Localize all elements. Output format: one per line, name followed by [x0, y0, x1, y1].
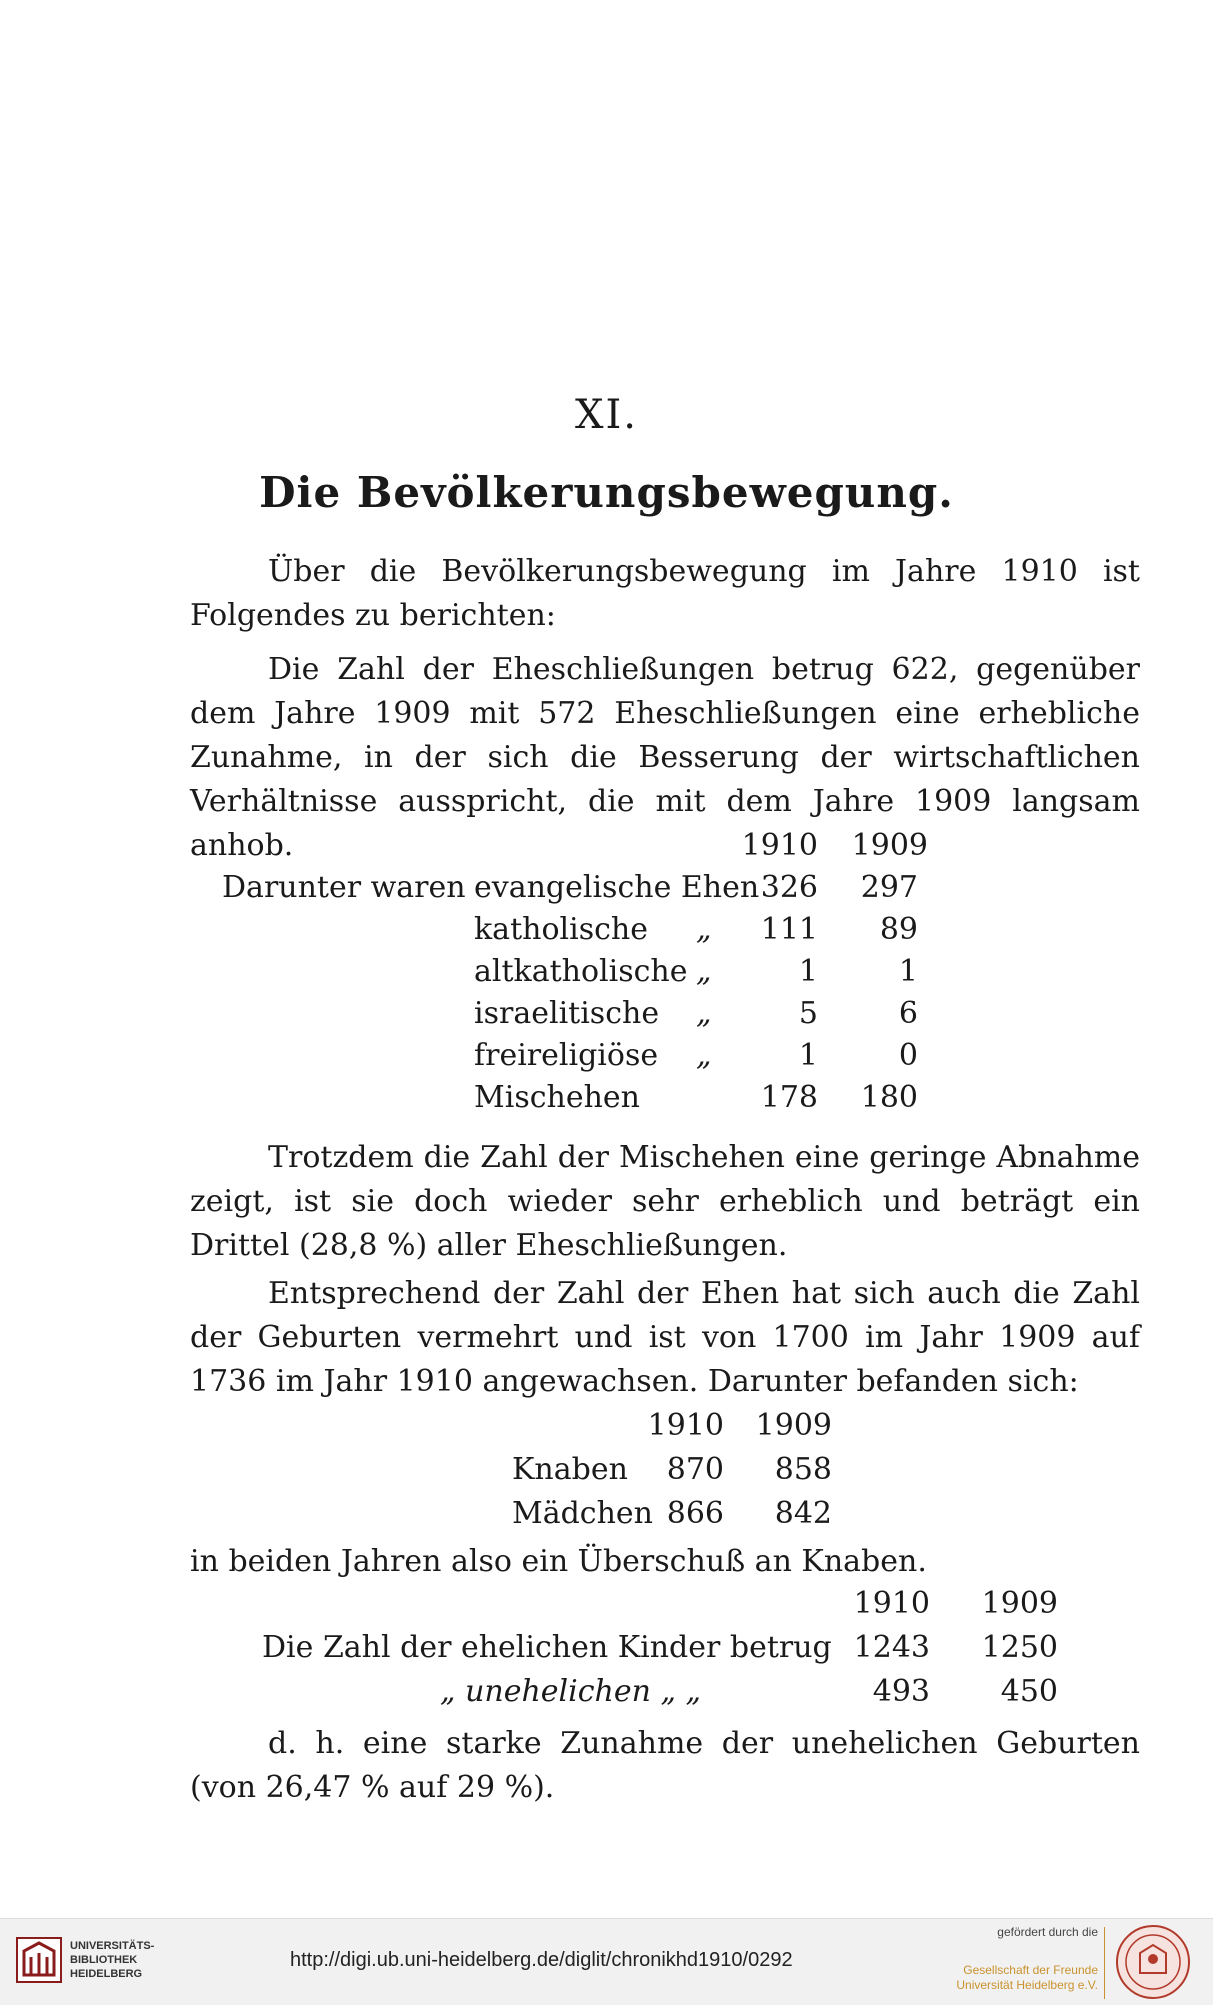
row-label: freireligiöse: [474, 1038, 659, 1073]
value-1909: 180: [860, 1080, 918, 1115]
sponsor-name: [938, 1963, 1098, 1993]
row-label: Mädchen: [512, 1496, 654, 1531]
births-table: [0, 1408, 1213, 1538]
value-1910: 326: [760, 870, 818, 905]
row-label: Knaben: [512, 1452, 628, 1487]
table-row: [0, 1674, 1213, 1716]
value-1910: 178: [760, 1080, 818, 1115]
library-line-3: HEIDELBERG: [70, 1968, 143, 1980]
table-row: [0, 1080, 1213, 1122]
value-1910: 870: [666, 1452, 724, 1487]
year-header-1910: 1910: [741, 828, 818, 863]
permalink-url[interactable]: http://digi.ub.uni-heidelberg.de/diglit/chronikhd1910/0292: [290, 1949, 793, 1971]
ditto-mark: „: [696, 912, 712, 947]
sponsor-block: [938, 1925, 1098, 1993]
value-1909: 0: [898, 1038, 918, 1073]
university-seal-icon: [1114, 1923, 1192, 2001]
paragraph-illegitimate: d. h. eine starke Zunahme der unehelichen Geburten (von 26,47 % auf 29 %).: [190, 1726, 1140, 1805]
value-1910: 1: [798, 1038, 818, 1073]
library-line-1: UNIVERSITÄTS-: [70, 1940, 155, 1952]
year-header-1909: 1909: [755, 1408, 832, 1443]
value-1909: 450: [1000, 1674, 1058, 1709]
table-row: [0, 1452, 1213, 1494]
table-row: [0, 1630, 1213, 1672]
year-header-1910: 1910: [647, 1408, 724, 1443]
table-header-row: [0, 828, 1213, 870]
table-header-row: [0, 1586, 1213, 1628]
year-header-1910: 1910: [853, 1586, 930, 1621]
ditto-mark: „: [696, 996, 712, 1031]
footer-bar: [0, 1918, 1213, 2005]
row-label: evangelische Ehen: [474, 870, 760, 905]
table-row: [0, 1496, 1213, 1538]
value-1909: 89: [879, 912, 918, 947]
sponsor-name-line-1: Gesellschaft der Freunde: [963, 1963, 1098, 1977]
table-header-row: [0, 1408, 1213, 1450]
table-row: [0, 996, 1213, 1038]
sponsor-by-label: gefördert durch die: [997, 1925, 1098, 1939]
value-1909: 1250: [981, 1630, 1058, 1665]
value-1910: 5: [798, 996, 818, 1031]
table-row: [0, 954, 1213, 996]
sponsor-divider: [1104, 1927, 1105, 1999]
value-1910: 866: [666, 1496, 724, 1531]
year-header-1909: 1909: [981, 1586, 1058, 1621]
library-line-2: BIBLIOTHEK: [70, 1954, 138, 1966]
row-label: altkatholische: [474, 954, 688, 989]
row-label: katholische: [474, 912, 648, 947]
paragraph-surplus: in beiden Jahren also ein Überschuß an Knaben.: [190, 1544, 927, 1579]
value-1909: 842: [774, 1496, 832, 1531]
table-row: [0, 912, 1213, 954]
value-1909: 1: [898, 954, 918, 989]
value-1909: 297: [860, 870, 918, 905]
paragraph-mixed-marriages: Trotzdem die Zahl der Mischehen eine geringe Abnahme zeigt, ist sie doch wieder sehr erheblich und beträgt ein Drittel (28,8 %) aller Eheschließungen.: [190, 1140, 1140, 1263]
value-1910: 1243: [853, 1630, 930, 1665]
chapter-number: XI.: [575, 392, 638, 438]
table-row: [0, 1038, 1213, 1080]
library-name: [70, 1939, 154, 1981]
table-intro-label: Darunter waren: [222, 870, 466, 905]
value-1910: 111: [760, 912, 818, 947]
ditto-mark: „: [696, 1038, 712, 1073]
marriages-table: [0, 828, 1213, 1118]
legitimacy-table: [0, 1586, 1213, 1716]
row-label: israelitische: [474, 996, 660, 1031]
year-header-1909: 1909: [851, 828, 928, 863]
row-label: Die Zahl der ehelichen Kinder betrug: [262, 1630, 832, 1665]
table-row: [0, 870, 1213, 912]
value-1910: 493: [872, 1674, 930, 1709]
chapter-heading: Die Bevölkerungsbewegung.: [259, 468, 954, 517]
sponsor-name-line-2: Universität Heidelberg e.V.: [956, 1978, 1098, 1992]
row-label: „ unehelichen „ „: [440, 1674, 702, 1709]
university-library-logo-icon: [16, 1937, 62, 1983]
value-1909: 858: [774, 1452, 832, 1487]
ditto-mark: „: [696, 954, 712, 989]
row-label: Mischehen: [474, 1080, 640, 1115]
paragraph-intro: Über die Bevölkerungsbewegung im Jahre 1910 ist Folgendes zu berichten:: [190, 554, 1140, 633]
value-1910: 1: [798, 954, 818, 989]
paragraph-births: Entsprechend der Zahl der Ehen hat sich auch die Zahl der Geburten vermehrt und ist von 1700 im Jahr 1909 auf 1736 im Jahr 1910 angewachsen. Darunter befanden sich:: [190, 1276, 1140, 1399]
value-1909: 6: [898, 996, 918, 1031]
paragraph-marriages: Die Zahl der Eheschließungen betrug 622, gegenüber dem Jahre 1909 mit 572 Eheschließungen eine erhebliche Zunahme, in der sich die Besserung der wirtschaftlichen Verhältnisse ausspricht, die mit dem Jahre 1909 langsam anhob.: [190, 652, 1140, 863]
